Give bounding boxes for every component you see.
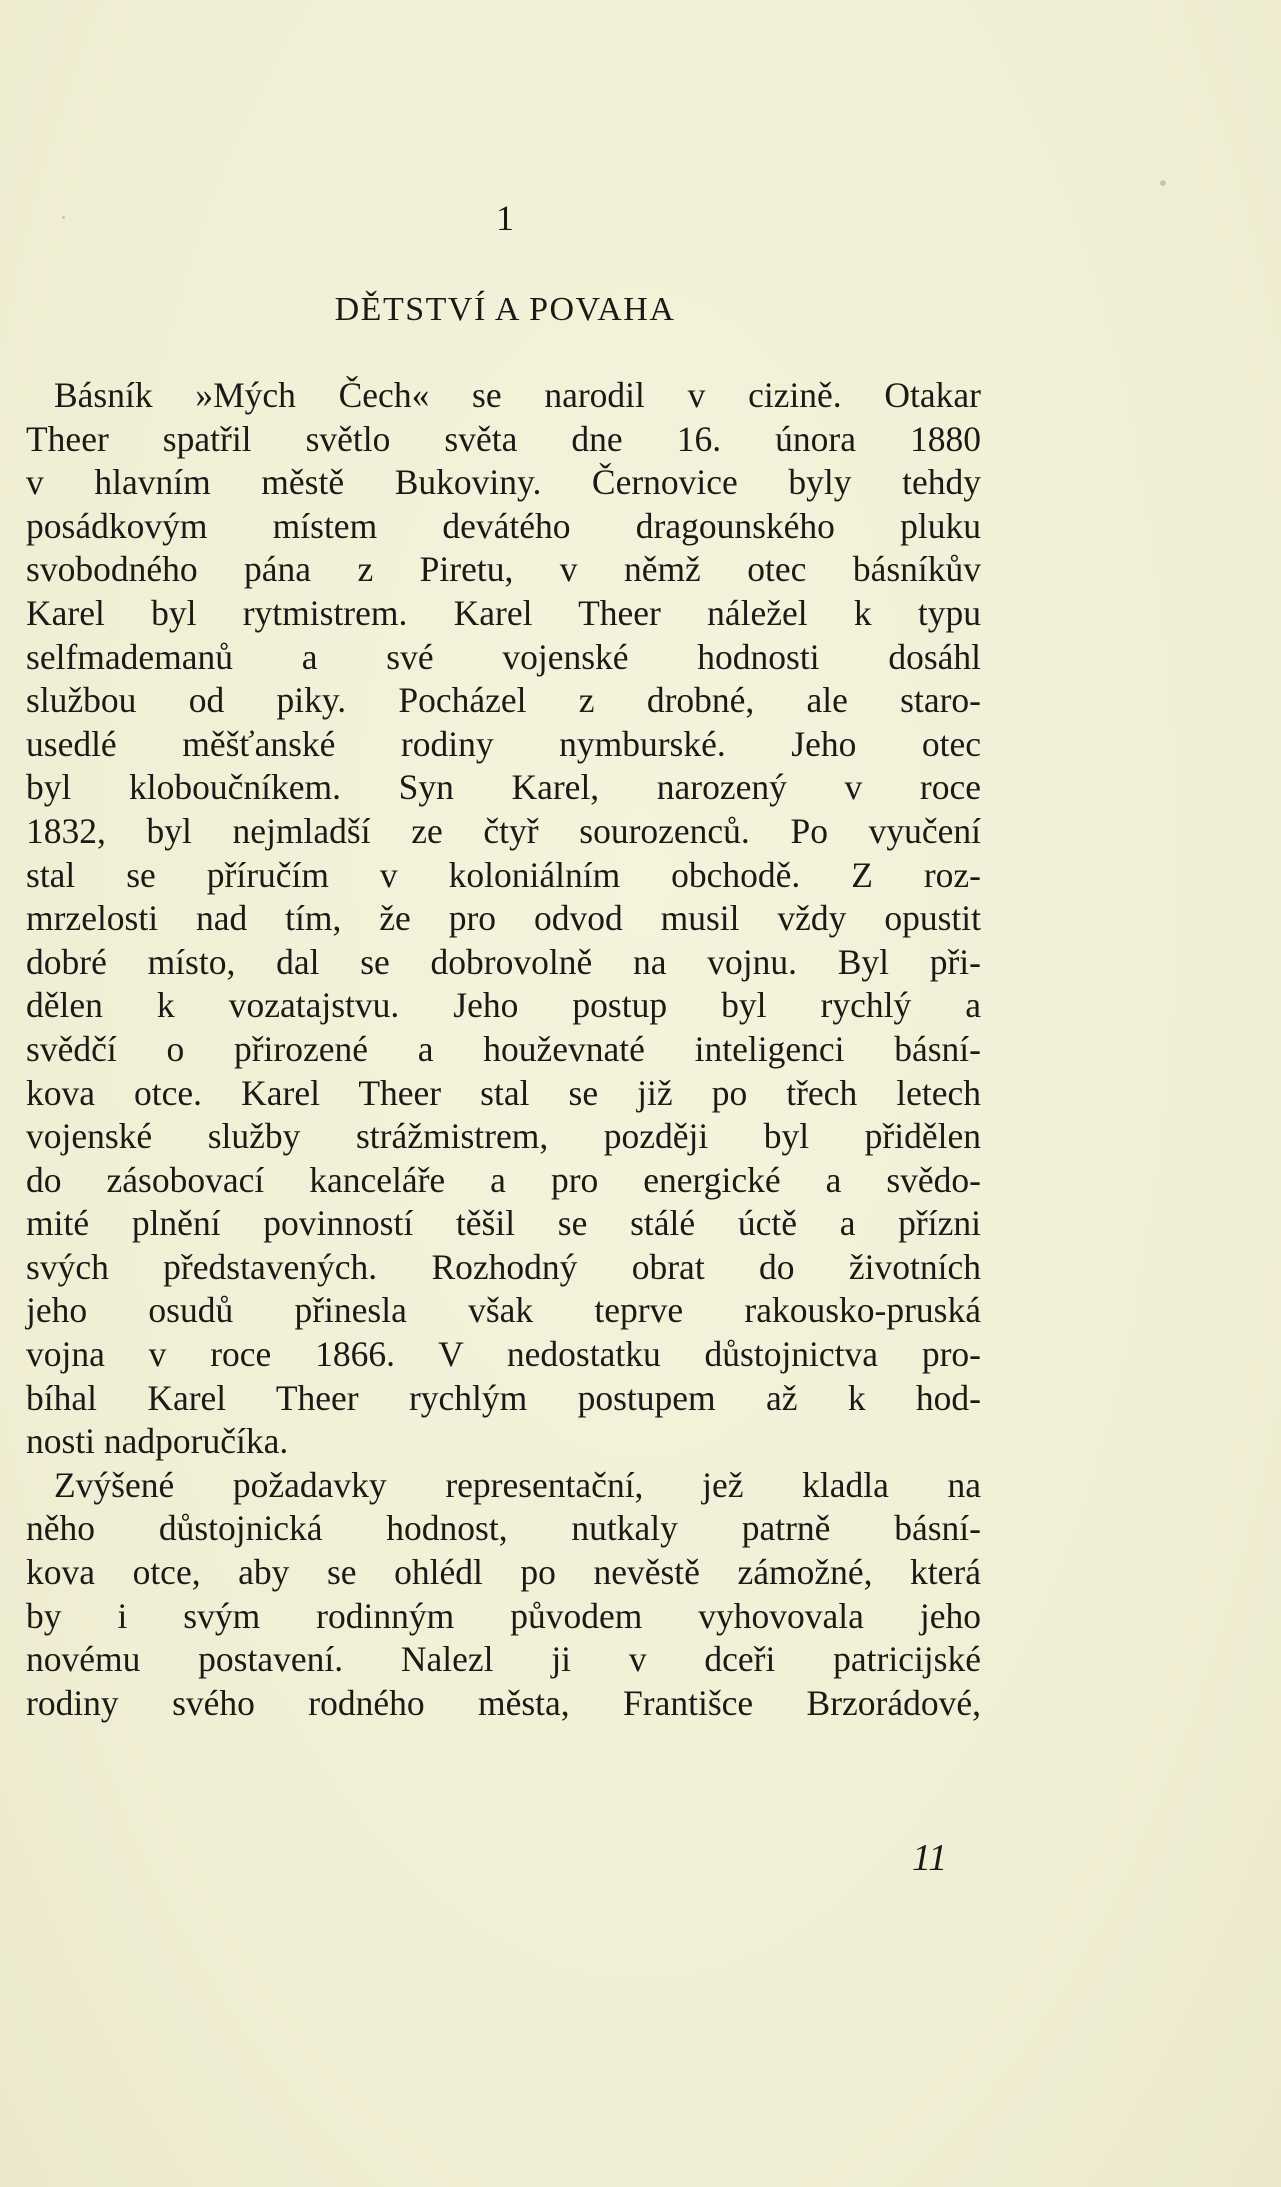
text-line: mrzelosti nad tím, že pro odvod musil vždy opustit [26, 898, 981, 939]
text-line: Zvýšené požadavky representační, jež kladla na [54, 1464, 981, 1505]
page-number: 11 [912, 1837, 948, 1879]
text-line: 1832, byl nejmladší ze čtyř sourozenců. Po vyučení [26, 810, 981, 851]
chapter-title: DĚTSTVÍ A POVAHA [334, 291, 676, 328]
text-line: novému postavení. Nalezl ji v dceři patricijské [26, 1639, 981, 1680]
chapter-number: 1 [496, 198, 514, 238]
text-line: usedlé měšťanské rodiny nymburské. Jeho otec [26, 723, 981, 764]
paragraph-1 [26, 374, 981, 1464]
text-line: svědčí o přirozené a houževnaté inteligenci básní- [26, 1028, 981, 1069]
text-line: něho důstojnická hodnost, nutkaly patrně básní- [26, 1508, 981, 1549]
text-line: svých představených. Rozhodný obrat do životních [26, 1246, 981, 1287]
text-line: bíhal Karel Theer rychlým postupem až k hod- [26, 1377, 981, 1418]
text-line: byl kloboučníkem. Syn Karel, narozený v roce [26, 767, 981, 808]
text-line: selfmademanů a své vojenské hodnosti dosáhl [26, 636, 981, 677]
text-line: kova otce, aby se ohlédl po nevěstě zámožné, která [26, 1552, 981, 1593]
text-line: nosti nadporučíka. [26, 1421, 289, 1462]
text-line: v hlavním městě Bukoviny. Černovice byly tehdy [26, 462, 981, 503]
text-line: kova otce. Karel Theer stal se již po třech letech [26, 1072, 981, 1113]
text-line: posádkovým místem devátého dragounského pluku [26, 505, 981, 546]
text-line: dělen k vozatajstvu. Jeho postup byl rychlý a [26, 985, 981, 1026]
text-line: stal se příručím v koloniálním obchodě. Z roz- [26, 854, 981, 895]
text-line: mité plnění povinností těšil se stálé úctě a přízni [26, 1203, 981, 1244]
body-text [26, 374, 981, 1725]
text-line: vojenské služby strážmistrem, později byl přidělen [26, 1116, 981, 1157]
paper-speck [1160, 180, 1166, 186]
paragraph-2 [26, 1464, 981, 1726]
text-line: Karel byl rytmistrem. Karel Theer náležel k typu [26, 592, 981, 633]
text-line: by i svým rodinným původem vyhovovala jeho [26, 1595, 981, 1636]
text-line: Theer spatřil světlo světa dne 16. února 1880 [26, 418, 981, 459]
text-line: do zásobovací kanceláře a pro energické a svědo- [26, 1159, 981, 1200]
text-line: rodiny svého rodného města, Františce Brzorádové, [26, 1682, 981, 1723]
text-line: svobodného pána z Piretu, v němž otec básníkův [26, 549, 981, 590]
text-line: Básník »Mých Čech« se narodil v cizině. Otakar [54, 375, 981, 415]
text-line: jeho osudů přinesla však teprve rakousko-pruská [26, 1290, 981, 1331]
text-line: dobré místo, dal se dobrovolně na vojnu. Byl při- [26, 941, 981, 982]
text-line: vojna v roce 1866. V nedostatku důstojnictva pro- [26, 1334, 981, 1375]
text-line: službou od piky. Pocházel z drobné, ale staro- [26, 680, 981, 721]
